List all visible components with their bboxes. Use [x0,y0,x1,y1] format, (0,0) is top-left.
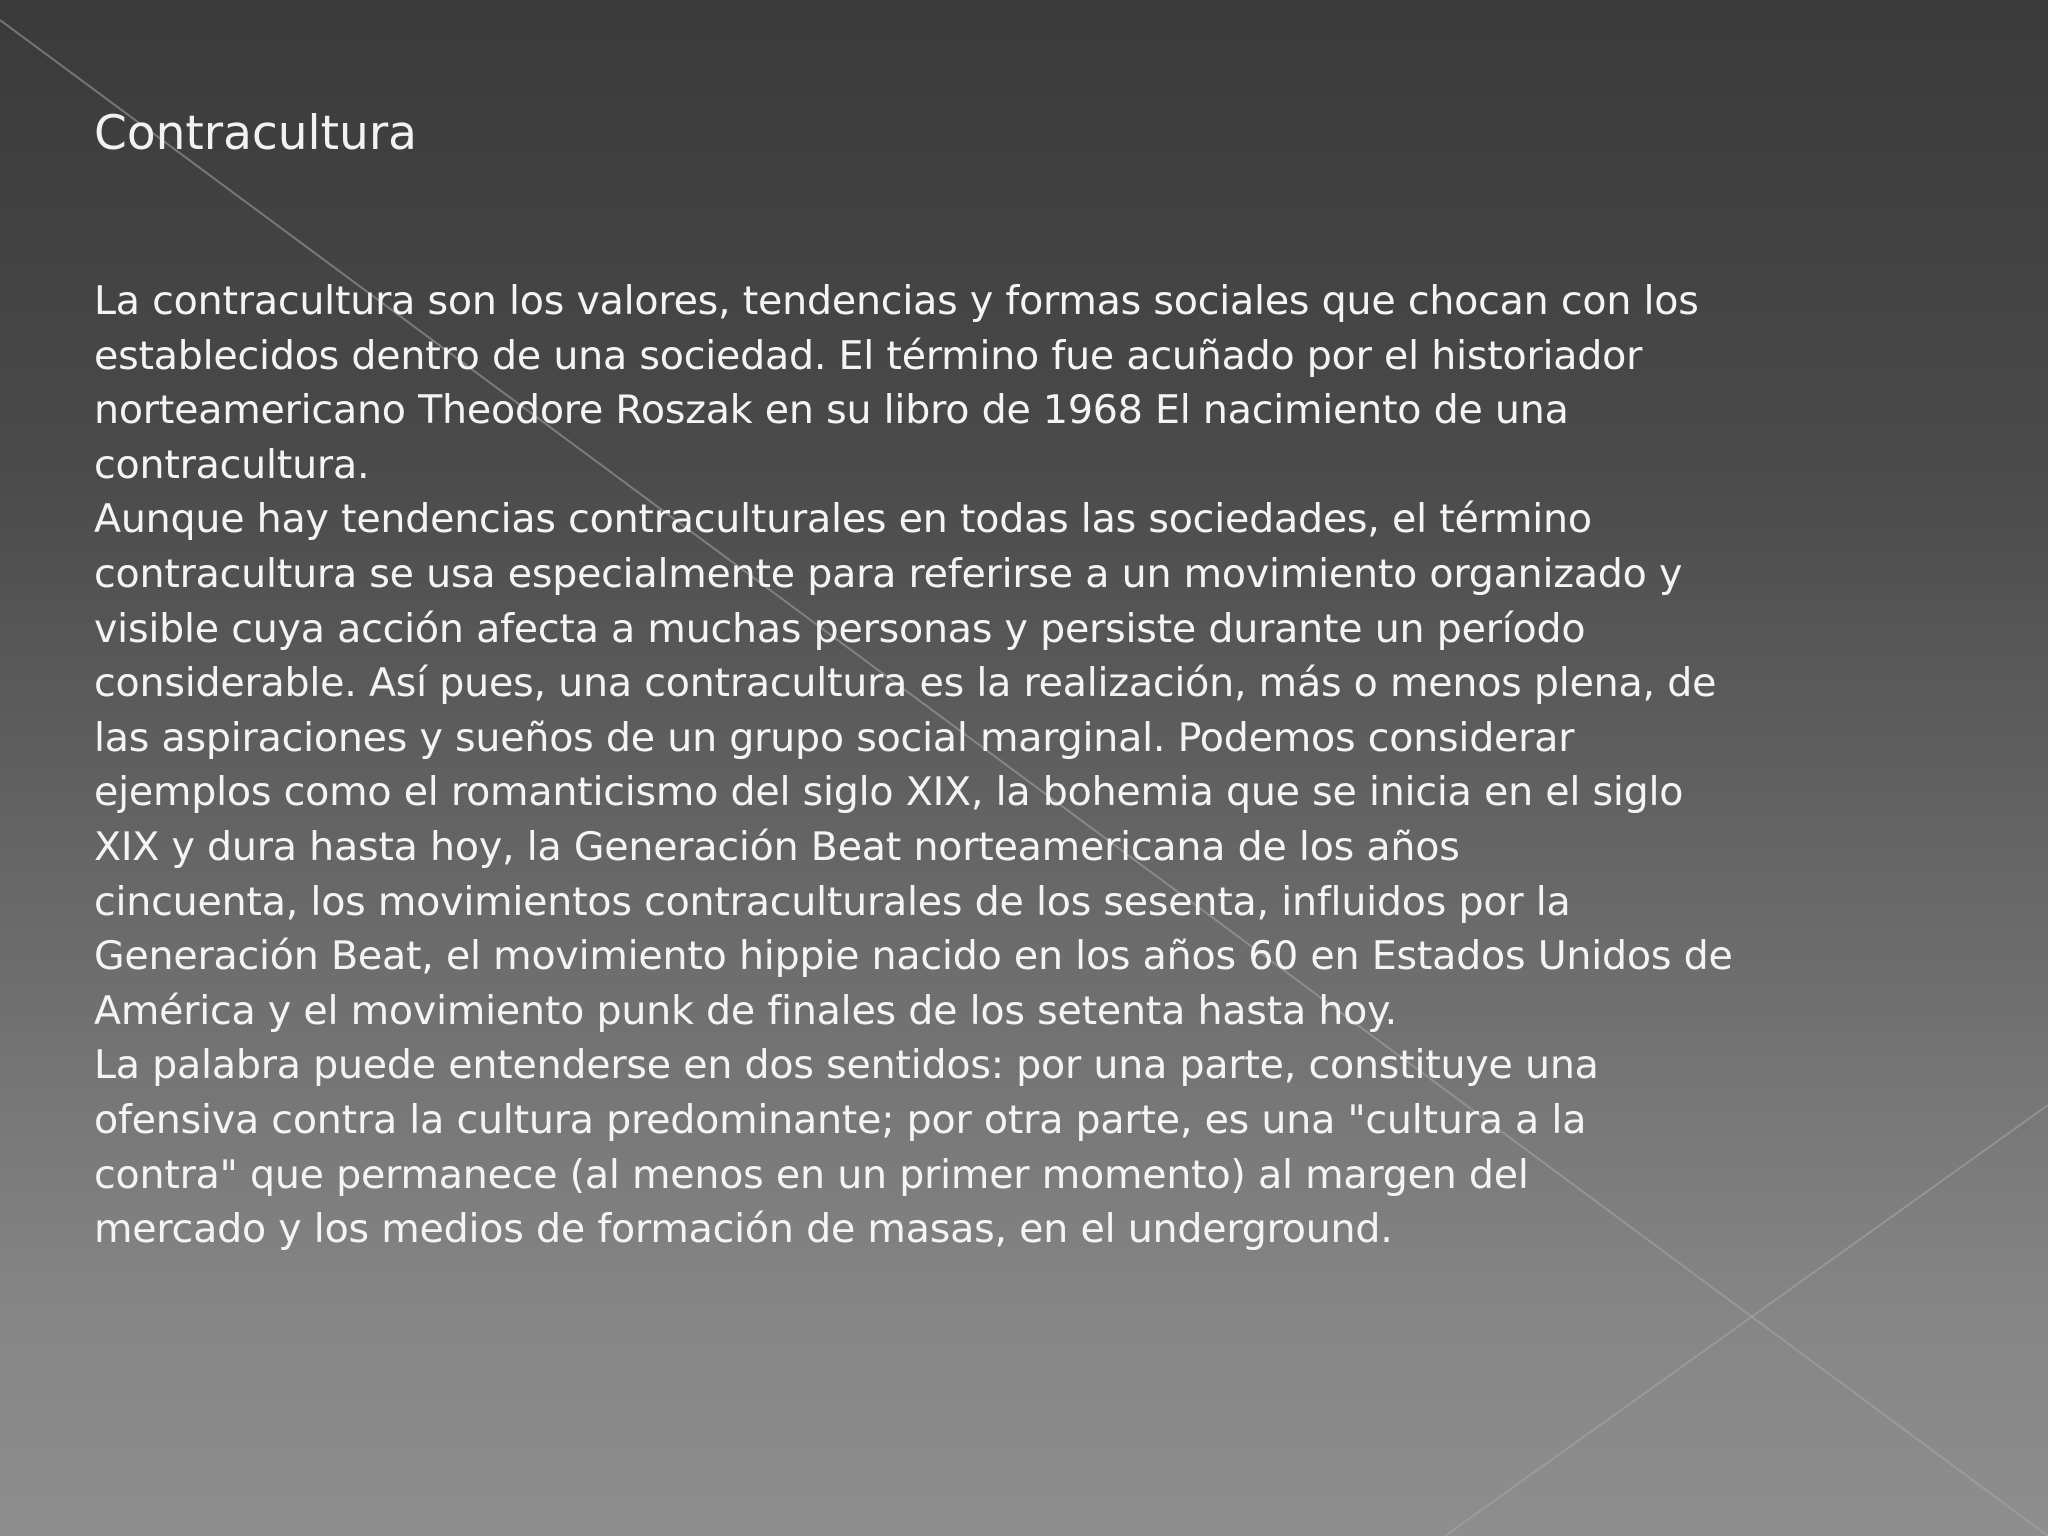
paragraph-definition [94,274,2044,492]
slide-title: Contracultura [94,106,417,161]
text-line: contracultura. [94,441,370,488]
text-line: La palabra puede entenderse en dos sentidos: por una parte, constituye una [94,1042,1599,1089]
paragraph-meaning [94,1038,2044,1256]
slide-body [94,274,2044,1257]
text-line: Generación Beat, el movimiento hippie nacido en los años 60 en Estados Unidos de [94,933,1733,980]
text-line: norteamericano Theodore Roszak en su libro de 1968 El nacimiento de una [94,387,1569,434]
text-line: ofensiva contra la cultura predominante; por otra parte, es una "cultura a la [94,1096,1587,1143]
text-line: considerable. Así pues, una contracultura es la realización, más o menos plena, de [94,660,1717,707]
text-line: XIX y dura hasta hoy, la Generación Beat norteamericana de los años [94,823,1460,870]
text-line: mercado y los medios de formación de masas, en el underground. [94,1206,1393,1253]
text-line: ejemplos como el romanticismo del siglo XIX, la bohemia que se inicia en el siglo [94,769,1684,816]
text-line: las aspiraciones y sueños de un grupo social marginal. Podemos considerar [94,714,1575,761]
text-line: contracultura se usa especialmente para referirse a un movimiento organizado y [94,550,1683,597]
text-line: cincuenta, los movimientos contraculturales de los sesenta, influidos por la [94,878,1571,925]
text-line: Aunque hay tendencias contraculturales en todas las sociedades, el término [94,496,1592,543]
text-line: América y el movimiento punk de finales de los setenta hasta hoy. [94,987,1398,1034]
text-line: visible cuya acción afecta a muchas personas y persiste durante un período [94,605,1586,652]
text-line: La contracultura son los valores, tendencias y formas sociales que chocan con los [94,278,1699,324]
paragraph-examples [94,492,2044,1038]
text-line: establecidos dentro de una sociedad. El término fue acuñado por el historiador [94,332,1643,379]
text-line: contra" que permanece (al menos en un primer momento) al margen del [94,1151,1529,1198]
